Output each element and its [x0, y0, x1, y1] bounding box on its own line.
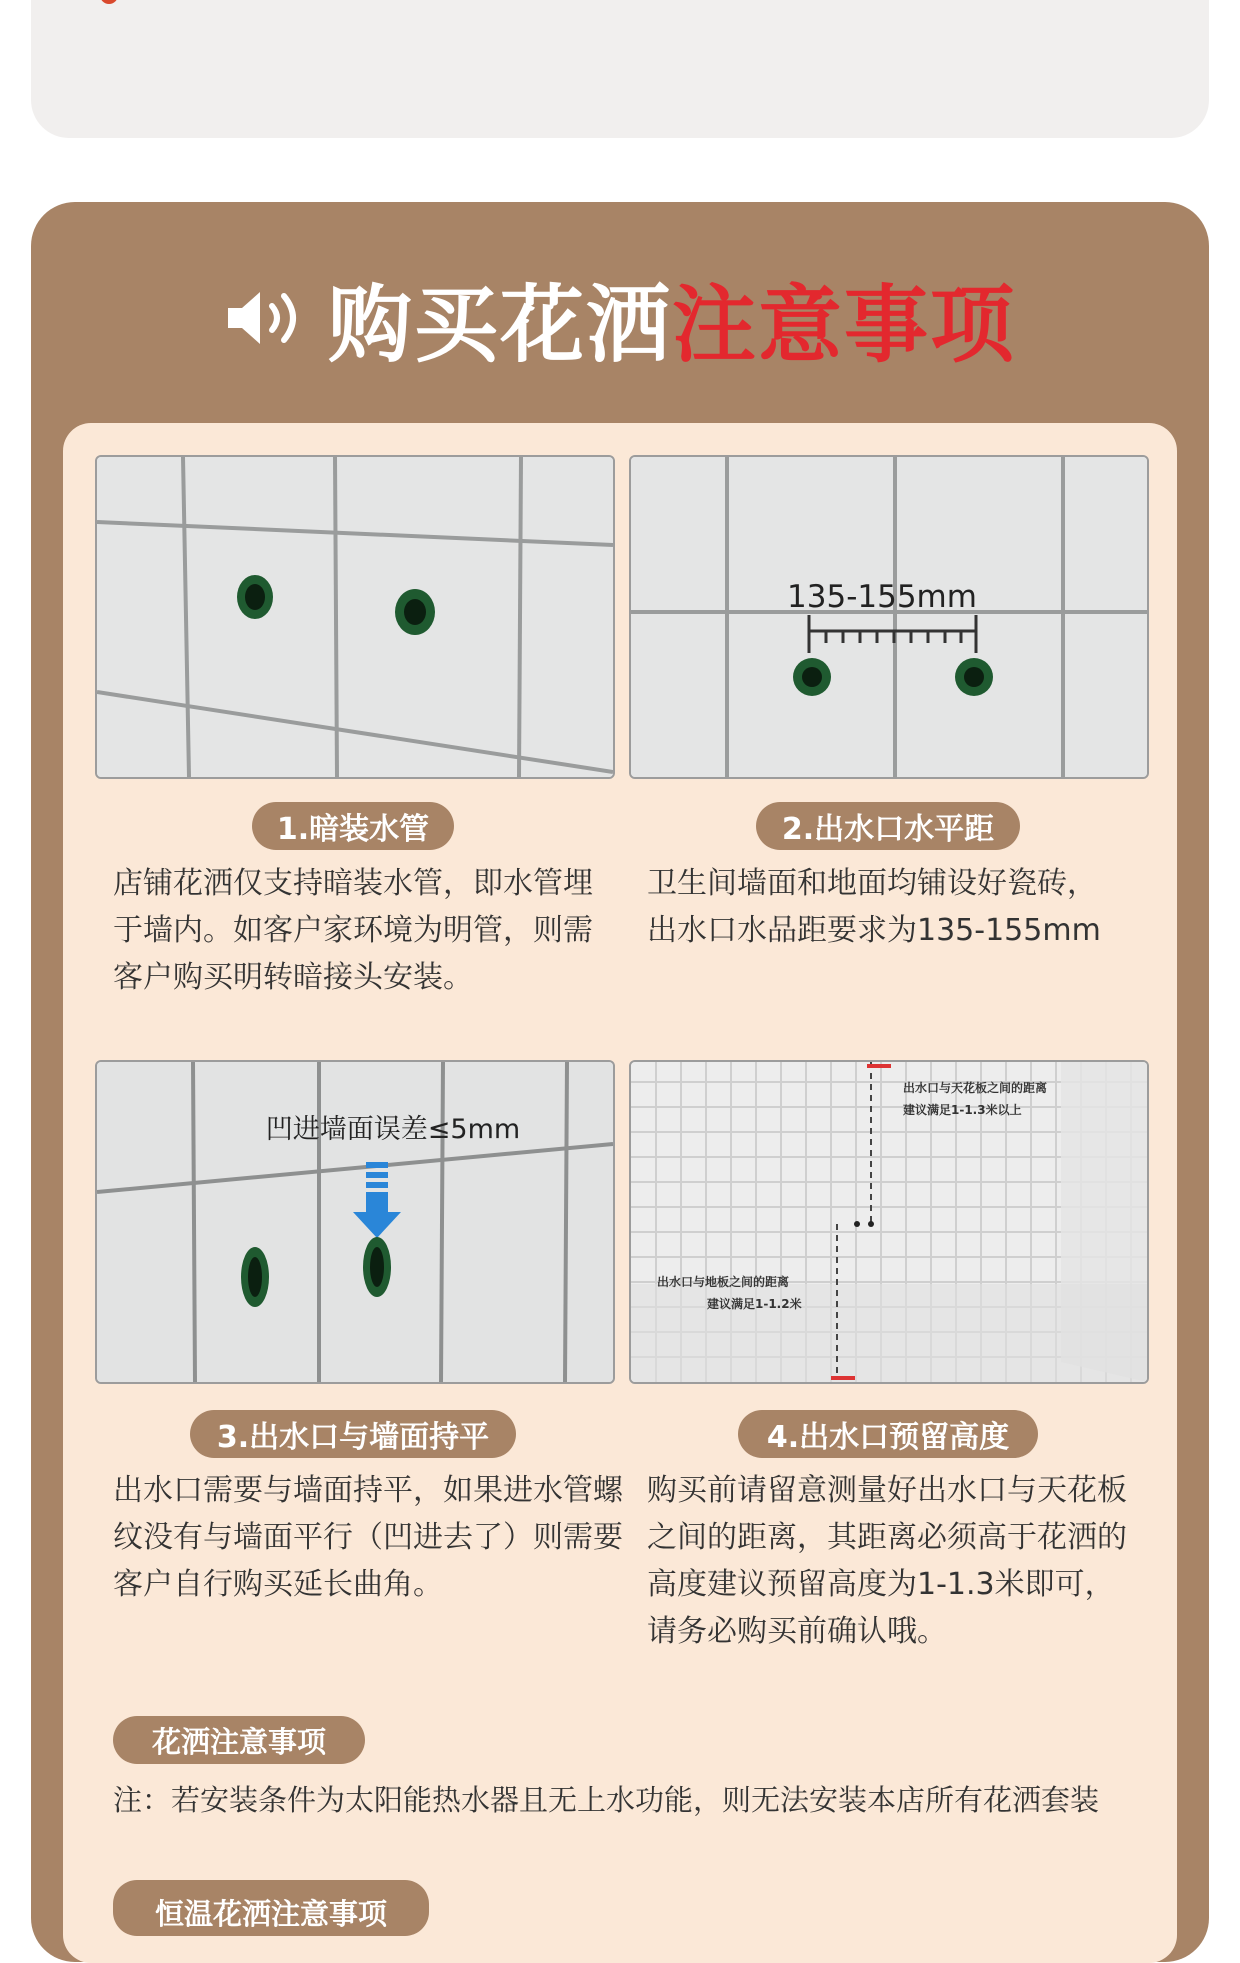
horizontal-distance-image — [629, 455, 1149, 779]
title-red-part: 注意事项 — [672, 275, 1017, 374]
concealed-pipe-image — [95, 455, 615, 779]
ceiling-distance-advice: 建议满足1-1.3米以上 — [903, 1103, 1022, 1117]
reserved-height-image — [629, 1060, 1149, 1384]
floor-distance-advice: 建议满足1-1.2米 — [707, 1297, 802, 1311]
shower-notes-text: 注：若安装条件为太阳能热水器且无上水功能，则无法安装本店所有花洒套装 — [113, 1783, 1100, 1817]
card-1-description: 店铺花洒仅支持暗装水管，即水管埋于墙内。如客户家环境为明管，则需客户购买明转暗接头安装。 — [113, 866, 593, 995]
card-3-label: 3.出水口与墙面持平 — [190, 1410, 516, 1458]
thermostatic-notes-title: 恒温花洒注意事项 — [113, 1880, 429, 1936]
shower-notes-title: 花洒注意事项 — [113, 1716, 365, 1764]
previous-section-card — [31, 0, 1209, 138]
page-title — [0, 270, 1240, 374]
card-2-label: 2.出水口水平距 — [756, 802, 1020, 850]
title-white-part: 购买花洒 — [327, 275, 672, 374]
flush-wall-image — [95, 1060, 615, 1384]
card-4-description: 购买前请留意测量好出水口与天花板之间的距离，其距离必须高于花洒的高度建议预留高度为1-1.3米即可，请务必购买前确认哦。 — [647, 1473, 1127, 1649]
card-1-label: 1.暗装水管 — [252, 802, 454, 850]
recess-label: 凹进墙面误差≤5mm — [265, 1114, 521, 1145]
floor-distance-label: 出水口与地板之间的距离 — [657, 1275, 790, 1289]
ceiling-distance-label: 出水口与天花板之间的距离 — [903, 1081, 1048, 1095]
card-2-description: 卫生间墙面和地面均铺设好瓷砖，出水口水品距要求为135-155mm — [647, 866, 1101, 948]
speaker-icon — [224, 288, 310, 348]
distance-label: 135-155mm — [787, 579, 977, 615]
card-4-label: 4.出水口预留高度 — [738, 1410, 1038, 1458]
card-3-description: 出水口需要与墙面持平，如果进水管螺纹没有与墙面平行（凹进去了）则需要客户自行购买延长曲角。 — [113, 1473, 623, 1602]
